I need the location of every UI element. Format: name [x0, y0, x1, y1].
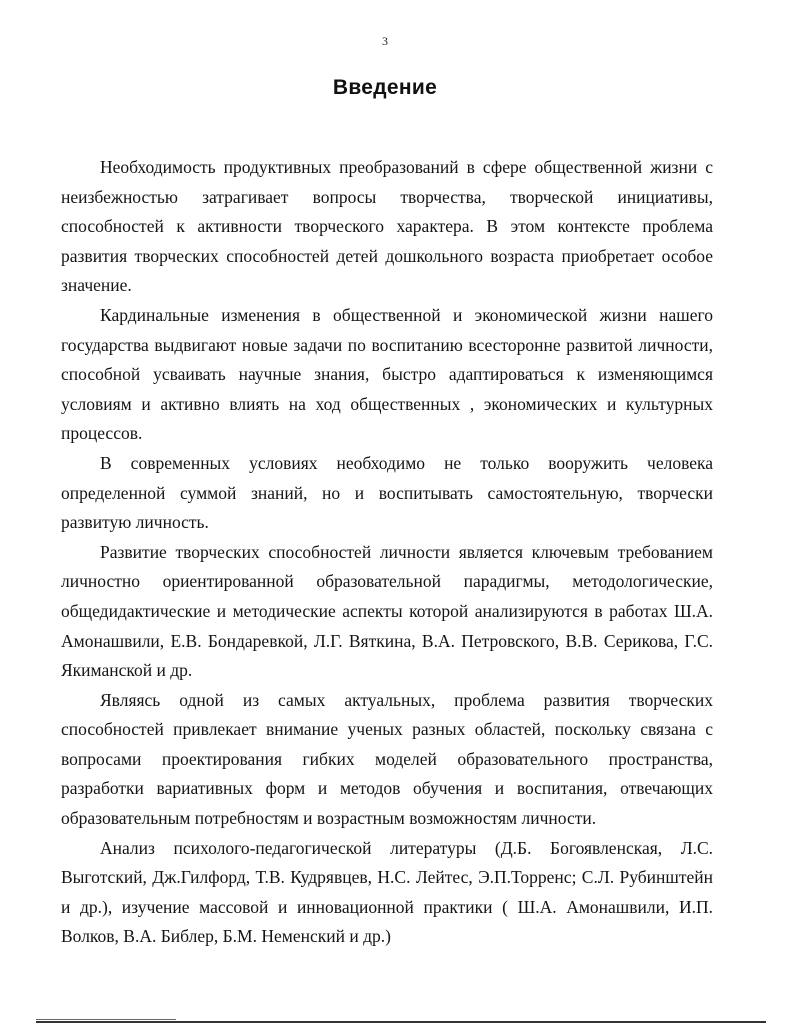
paragraph-6: Анализ психолого-педагогической литературы (Д.Б. Богоявленская, Л.С. Выготский, Дж.Гилфорд, Т.В. Кудрявцев, Н.С. Лейтес, Э.П.Торренс; С.Л. Рубинштейн и др.), изучение массовой и инновационной практики ( Ш.А. Амонашвили, И.П. Волков, В.А. Библер, Б.М. Неменский и др.)	[61, 837, 713, 947]
paragraph-5: Являясь одной из самых актуальных, проблема развития творческих способностей привлекает внимание ученых разных областей, поскольку связана с вопросами проектирования гибких моделей образовательного пространства, разработки вариативных форм и методов обучения и воспитания, отвечающих образовательным потребностям и возрастным возможностям личности.	[61, 689, 713, 829]
paragraph-1: Необходимость продуктивных преобразований в сфере общественной жизни с неизбежностью затрагивает вопросы творчества, творческой инициативы, способностей к активности творческого характера. В этом контексте проблема развития творческих способностей детей дошкольного возраста приобретает особое значение.	[61, 157, 713, 296]
body-text	[61, 153, 713, 952]
paragraph-4: Развитие творческих способностей личности является ключевым требованием личностно ориентированной образовательной парадигмы, методологические, общедидактические и методические аспекты которой анализируются в работах Ш.А. Амонашвили, Е.В. Бондаревкой, Л.Г. Вяткина, В.А. Петровского, В.В. Серикова, Г.С. Якиманской и др.	[61, 541, 713, 681]
scan-edge-line	[36, 1021, 766, 1023]
scan-edge-line-short	[36, 1019, 176, 1020]
paragraph-2: Кардинальные изменения в общественной и экономической жизни нашего государства выдвигают новые задачи по воспитанию всесторонне развитой личности, способной усваивать научные знания, быстро адаптироваться к изменяющимся условиям и активно влиять на ход общественных , экономических и культурных процессов.	[61, 304, 713, 444]
page-title: Введение	[332, 76, 438, 99]
paragraph-3: В современных условиях необходимо не только вооружить человека определенной суммой знаний, но и воспитывать самостоятельную, творчески развитую личность.	[61, 452, 713, 533]
page-number: 3	[382, 34, 388, 48]
